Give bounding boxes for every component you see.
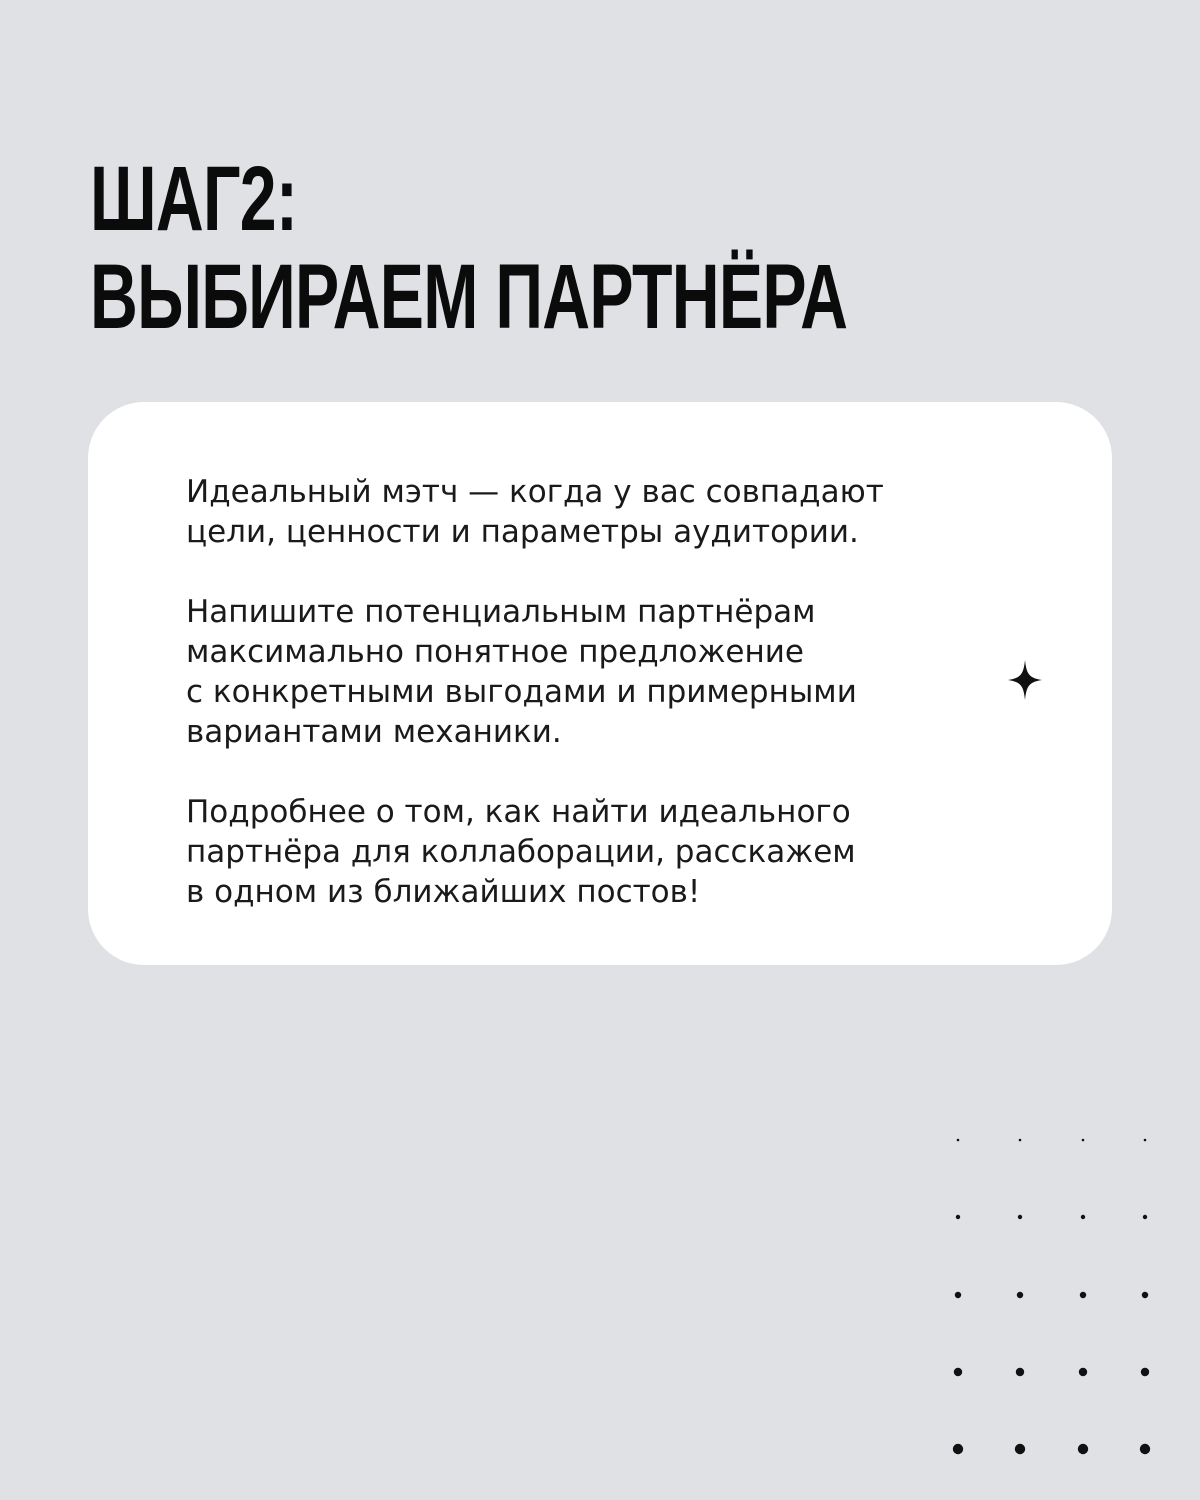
grid-dot	[956, 1215, 960, 1219]
grid-dot	[1079, 1368, 1087, 1376]
content-card	[88, 402, 1112, 965]
page-title	[90, 150, 847, 346]
dot-grid	[940, 1120, 1180, 1480]
grid-dot	[957, 1139, 960, 1142]
paragraph-1: Идеальный мэтч — когда у вас совпадают цели, ценности и параметры аудитории.	[186, 474, 884, 550]
title-line-2: ВЫБИРАЕМ ПАРТНЁРА	[90, 246, 848, 348]
grid-dot	[1018, 1215, 1022, 1219]
grid-dot	[1081, 1215, 1085, 1219]
grid-dot	[954, 1368, 962, 1376]
grid-dot	[953, 1444, 963, 1454]
grid-dot	[1017, 1292, 1023, 1298]
grid-dot	[1082, 1139, 1085, 1142]
grid-dot	[1078, 1444, 1088, 1454]
grid-dot	[1141, 1368, 1149, 1376]
paragraph-3: Подробнее о том, как найти идеального партнёра для коллаборации, расскажем в одном из ближайших постов!	[186, 794, 856, 910]
grid-dot	[1140, 1444, 1150, 1454]
grid-dot	[1016, 1368, 1024, 1376]
sparkle-icon	[1008, 660, 1042, 700]
grid-dot	[955, 1292, 961, 1298]
grid-dot	[1015, 1444, 1025, 1454]
grid-dot	[1143, 1215, 1147, 1219]
card-text	[186, 472, 986, 912]
grid-dot	[1019, 1139, 1022, 1142]
paragraph-2: Напишите потенциальным партнёрам максимально понятное предложение с конкретными выгодами и примерными вариантами механики.	[186, 594, 857, 750]
title-line-1: ШАГ2:	[90, 148, 298, 250]
grid-dot	[1144, 1139, 1147, 1142]
grid-dot	[1080, 1292, 1086, 1298]
grid-dot	[1142, 1292, 1148, 1298]
